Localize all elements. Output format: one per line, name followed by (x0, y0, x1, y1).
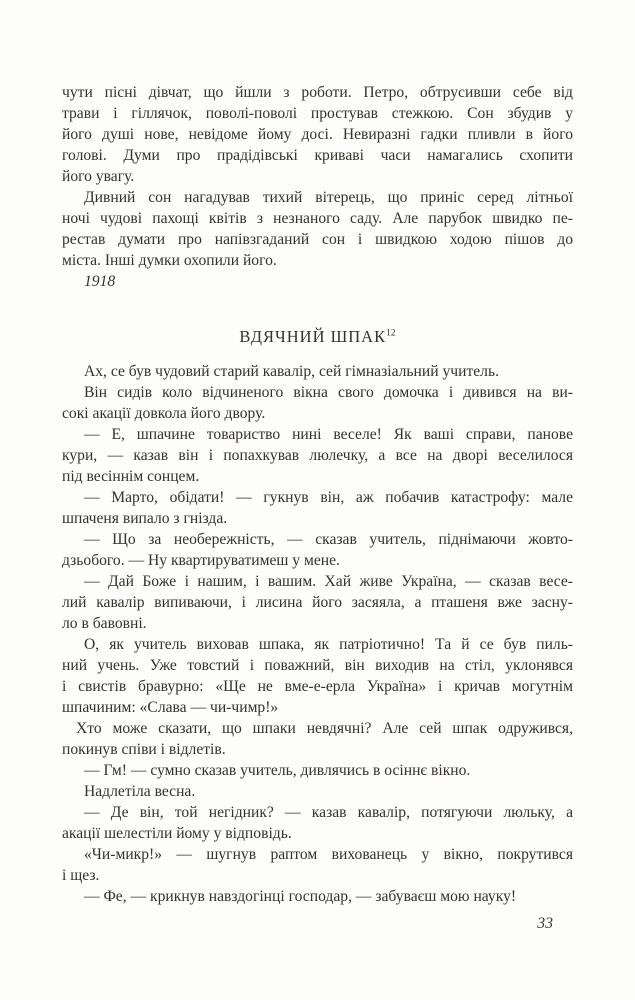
page-number: 33 (537, 915, 553, 932)
text-line: ло в бавовні. (62, 615, 147, 632)
story-title-text: ВДЯЧНИЙ ШПАК (239, 327, 387, 346)
paragraph (62, 844, 573, 886)
post-heading-paragraphs (62, 361, 573, 907)
text-line: ночі чудові пахощі квітів з незнаного саду. Але парубок швидко пе- (62, 210, 573, 227)
text-line: голові. Думи про прадідівські криваві часи намагались схопити (62, 147, 573, 164)
text-line: ний учень. Уже товстий і поважний, він виходив на стіл, уклонявся (62, 657, 573, 674)
paragraph (62, 82, 573, 187)
text-line: «Чи-микр!» — шугнув раптом вихованець у вікно, покрутився (84, 846, 573, 863)
paragraph (62, 361, 573, 382)
paragraph (62, 424, 573, 487)
text-line: і свистів бравурно: «Ще не вме-е-ерла Україна» і кричав могутнім (62, 678, 573, 695)
text-line: Дивний сон нагадував тихий вітерець, що приніс серед літньої (84, 189, 573, 206)
text-line: — Е, шпачине товариство нині веселе! Як ваші справи, панове (84, 426, 573, 443)
pre-heading-paragraphs (62, 82, 573, 271)
footnote-reference: 12 (386, 328, 396, 339)
text-line: Ах, се був чудовий старий кавалір, сей гімназіальний учитель. (84, 363, 499, 380)
date-line: 1918 (84, 273, 116, 290)
text-line: рестав думати про напівзгаданий сон і швидкою ходою пішов до (62, 231, 573, 248)
paragraph (62, 571, 573, 634)
paragraph (62, 487, 573, 529)
text-line: — Гм! — сумно сказав учитель, дивлячись в осіннє вікно. (84, 762, 471, 779)
paragraph (62, 529, 573, 571)
paragraph (62, 187, 573, 271)
text-line: дзьобого. — Ну квартируватимеш у мене. (62, 552, 340, 569)
text-line: його увагу. (62, 168, 135, 185)
paragraph (62, 760, 573, 781)
text-line: покинув співи і відлетів. (62, 741, 226, 758)
story-title (62, 326, 573, 347)
text-line: О, як учитель виховав шпака, як патріотично! Та й се був пиль- (84, 636, 573, 653)
text-line: — Де він, той негідник? — казав кавалір, потягуючи люльку, а (84, 804, 573, 821)
text-line: чути пісні дівчат, що йшли з роботи. Петро, обтрусивши себе від (62, 84, 573, 101)
paragraph (62, 781, 573, 802)
paragraph (62, 382, 573, 424)
text-line: Хто може сказати, що шпаки невдячні? Але сей шпак одружився, (76, 720, 573, 737)
paragraph (62, 802, 573, 844)
text-line: — Марто, обідати! — гукнув він, аж побачив катастрофу: мале (84, 489, 573, 506)
text-line: міста. Інші думки охопили його. (62, 252, 277, 269)
text-line: — Фе, — крикнув навздогінці господар, — забуваєш мою науку! (84, 888, 517, 905)
text-line: кури, — казав він і попахкував люлечку, а все на дворі веселилося (62, 447, 573, 464)
paragraph (62, 634, 573, 718)
text-line: шпаченя випало з гнізда. (62, 510, 228, 527)
text-line: шпачиним: «Слава — чи-чимр!» (62, 699, 279, 716)
text-line: його душі нове, невідоме йому досі. Невиразні гадки пливли в його (62, 126, 573, 143)
text-line: Надлетіла весна. (84, 783, 196, 800)
text-line: трави і гіллячок, поволі-поволі простував стежкою. Сон збудив у (62, 105, 573, 122)
text-line: сокі акації довкола його двору. (62, 405, 266, 422)
text-line: лий кавалір випиваючи, і лисина його засяяла, а пташеня вже засну- (62, 594, 573, 611)
paragraph (62, 886, 573, 907)
text-line: під весіннім сонцем. (62, 468, 200, 485)
text-line: і щез. (62, 867, 100, 884)
paragraph (62, 718, 573, 760)
text-line: — Дай Боже і нашим, і вашим. Хай живе Україна, — сказав весе- (84, 573, 573, 590)
text-line: акації шелестіли йому у відповідь. (62, 825, 292, 842)
text-line: Він сидів коло відчиненого вікна свого домочка і дивився на ви- (84, 384, 573, 401)
text-line: — Що за необережність, — сказав учитель, піднімаючи жовто- (84, 531, 573, 548)
